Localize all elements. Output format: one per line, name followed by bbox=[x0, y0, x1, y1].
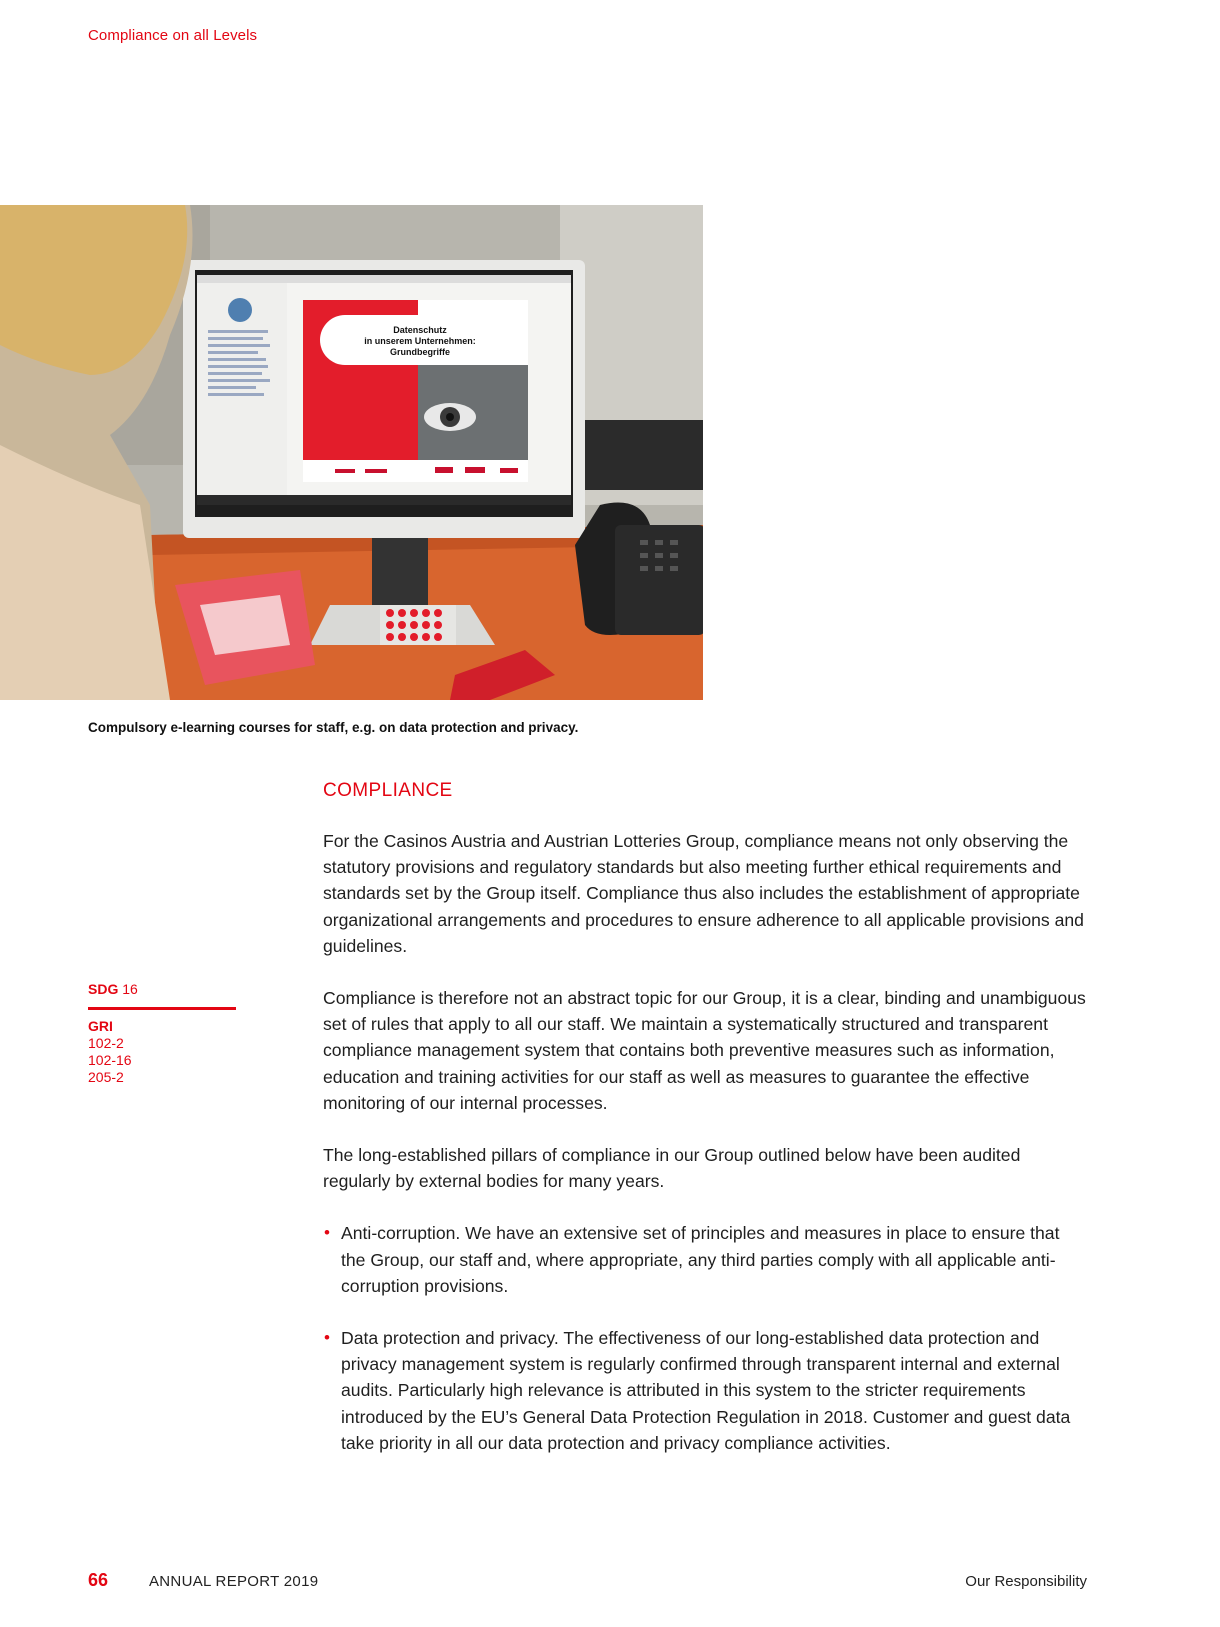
running-head: Compliance on all Levels bbox=[88, 27, 258, 44]
report-name: ANNUAL REPORT 2019 bbox=[149, 1573, 319, 1590]
bullet-icon: • bbox=[324, 1223, 330, 1243]
divider bbox=[88, 1007, 236, 1010]
slide-line-3: Grundbegriffe bbox=[390, 347, 450, 357]
list-item-text: Data protection and privacy. The effectiveness of our long-established data protection and privacy management system is regularly confirmed through transparent internal and external audits. Particularly high relevance is attributed in this system to the stricter requirements introduced by the EU’s General Data Protection Regulation in 2018. Customer and guest data take priority in all our data protection and privacy compliance activities. bbox=[341, 1328, 1071, 1453]
page-footer bbox=[0, 1570, 1220, 1594]
sdg-reference bbox=[88, 981, 236, 998]
list-item bbox=[323, 1325, 1088, 1456]
section-name: Our Responsibility bbox=[965, 1573, 1087, 1590]
bullet-list bbox=[323, 1220, 1088, 1456]
slide-line-2: in unserem Unternehmen: bbox=[364, 336, 476, 346]
photo-icon bbox=[0, 205, 703, 700]
photo-e-learning bbox=[0, 205, 703, 700]
photo-caption: Compulsory e-learning courses for staff, e.g. on data protection and privacy. bbox=[88, 720, 579, 735]
paragraph: For the Casinos Austria and Austrian Lotteries Group, compliance means not only observing the statutory provisions and regulatory standards but also meeting further ethical requirements and standards set by the Group itself. Compliance thus also includes the establishment of appropriate organizational arrangements and procedures to ensure adherence to all applicable provisions and guidelines. bbox=[323, 831, 1084, 956]
bullet-icon: • bbox=[324, 1328, 330, 1348]
gri-label: GRI bbox=[88, 1018, 113, 1034]
section-heading: COMPLIANCE bbox=[323, 780, 453, 801]
gri-item: 102-2 bbox=[88, 1035, 124, 1051]
sdg-value: 16 bbox=[122, 981, 138, 997]
gri-item: 205-2 bbox=[88, 1069, 124, 1085]
page-number: 66 bbox=[88, 1570, 109, 1590]
paragraph: The long-established pillars of compliance in our Group outlined below have been audited regularly by external bodies for many years. bbox=[323, 1145, 1021, 1192]
paragraph: Compliance is therefore not an abstract topic for our Group, it is a clear, binding and unambiguous set of rules that apply to all our staff. We maintain a systematically structured and transparent compliance management system that contains both preventive measures such as information, education and training activities for our staff as well as measures to guarantee the effective monitoring of our internal processes. bbox=[323, 988, 1086, 1113]
margin-references bbox=[88, 981, 236, 1086]
list-item bbox=[323, 1220, 1088, 1299]
gri-item: 102-16 bbox=[88, 1052, 132, 1068]
slide-line-1: Datenschutz bbox=[393, 325, 447, 335]
body-text bbox=[323, 828, 1088, 1482]
sdg-label: SDG bbox=[88, 981, 119, 997]
list-item-text: Anti-corruption. We have an extensive set of principles and measures in place to ensure that the Group, our staff and, where appropriate, any third parties comply with all applicable anti-corruption provisions. bbox=[341, 1223, 1060, 1296]
